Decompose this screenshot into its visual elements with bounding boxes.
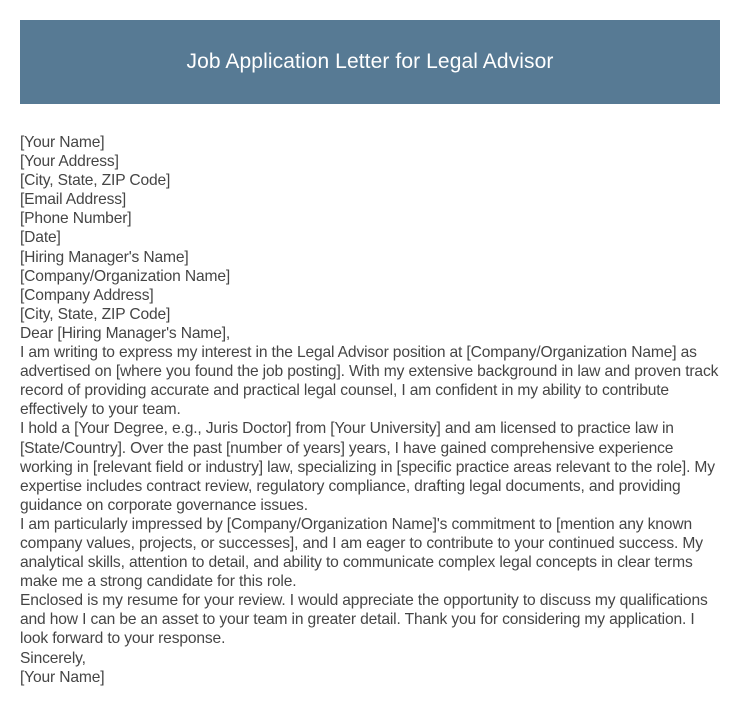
signature: [Your Name] [20,668,105,686]
salutation: Dear [Hiring Manager's Name], [20,324,231,342]
paragraph-interest: I am writing to express my interest in the Legal Advisor position at [Company/Organization Name] as advertised on [where you found the job posting]. With my extensive background in law and proven track record of providing accurate and practical legal counsel, I am confident in my ability to contribute effectively to your team. [20,344,719,419]
recipient-name: [Hiring Manager's Name] [20,248,189,266]
sender-city-state-zip: [City, State, ZIP Code] [20,172,171,190]
sender-name: [Your Name] [20,134,105,151]
letter-body [20,133,726,687]
paragraph-company-fit: I am particularly impressed by [Company/Organization Name]'s commitment to [mention any known company values, projects, or successes], and I am eager to contribute to your continued success. My analytical skills, attention to detail, and ability to communicate complex legal concepts in clear terms make me a strong candidate for this role. [20,515,703,591]
page-header [20,20,720,104]
sender-email: [Email Address] [20,191,127,209]
page-title: Job Application Letter for Legal Advisor [186,50,554,73]
recipient-company: [Company/Organization Name] [20,267,231,285]
closing: Sincerely, [20,649,86,667]
letter-date: [Date] [20,229,61,247]
sender-address: [Your Address] [20,153,119,171]
paragraph-closing: Enclosed is my resume for your review. I would appreciate the opportunity to discuss my qualifications and how I can be an asset to your team in greater detail. Thank you for considering my application. I look forward to your response. [20,592,708,648]
recipient-company-address: [Company Address] [20,286,154,304]
paragraph-qualifications: I hold a [Your Degree, e.g., Juris Doctor] from [Your University] and am licensed to practice law in [State/Country]. Over the past [number of years] years, I have gained comprehensive experience working in [relevant field or industry] law, specializing in [specific practice areas relevant to the role]. My expertise includes contract review, regulatory compliance, drafting legal documents, and providing guidance on corporate governance issues. [20,420,715,514]
sender-phone: [Phone Number] [20,210,132,228]
recipient-city-state-zip: [City, State, ZIP Code] [20,305,171,323]
